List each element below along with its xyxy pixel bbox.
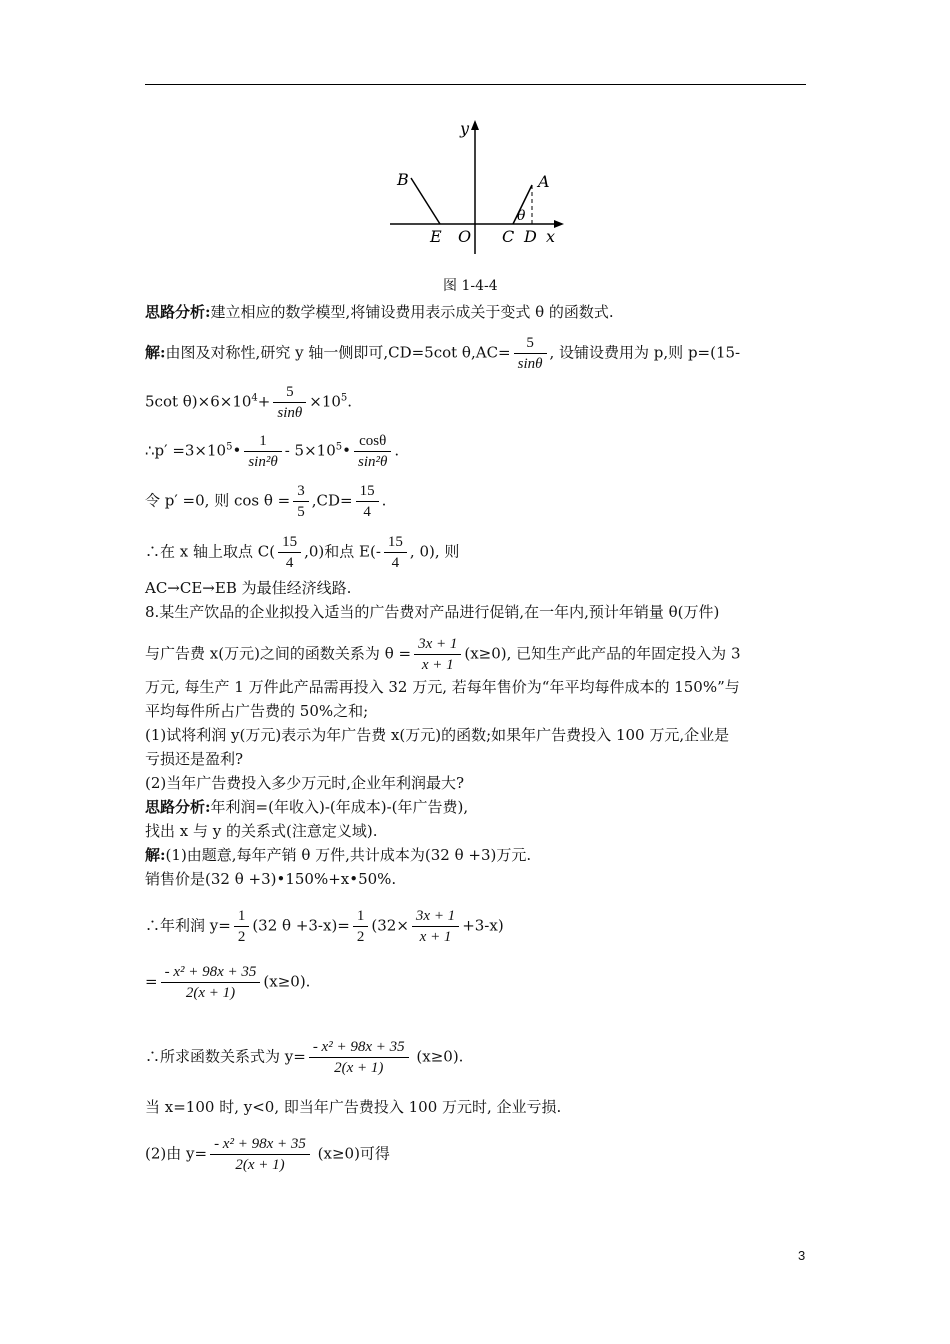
analysis-2-line-2: 找出 x 与 y 的关系式(注意定义域). — [145, 822, 378, 840]
solution-2-line-3: ∴年利润 y= $\frac{1}{2}$ (32 θ +3-x)= $\frac{1}{2}$ (32× $\frac{3x + 1}{x + 1}$ +3-x) — [145, 908, 504, 945]
problem-8-line-2: 与广告费 x(万元)之间的函数关系为 θ = $\frac{3x + 1}{x + 1}$ (x≥0), 已知生产此产品的年固定投入为 3 — [145, 636, 741, 673]
fig-label-E: E — [430, 227, 442, 246]
solution-2-line-1: 解:(1)由题意,每年产销 θ 万件,共计成本为(32 θ +3)万元. — [145, 846, 532, 864]
solution-1-line-1: 解:由图及对称性,研究 y 轴一侧即可,CD=5cot θ,AC= $\frac{5}{\sin\theta}$ , 设铺设费用为 p,则 p=(15- — [145, 335, 741, 372]
analysis-2: 思路分析:年利润=(年收入)-(年成本)-(年广告费), — [145, 798, 469, 816]
fig-label-D: D — [524, 227, 537, 246]
solution-1-line-3: ∴p′ $=3\times 10^5•$ $\frac{1}{\text{sin²θ}}$ - $5\times 10^5•$ $\frac{\cos\theta}{\text{sin²θ}}$ . — [145, 433, 400, 470]
fig-label-A: A — [538, 172, 550, 191]
fig-label-x: x — [546, 227, 556, 246]
problem-8-line-5: (1)试将利润 y(万元)表示为年广告费 x(万元)的函数;如果年广告费投入 100 万元,企业是 — [145, 726, 730, 744]
figure-1-4-4 — [380, 118, 570, 258]
problem-8-line-4: 平均每件所占广告费的 50%之和; — [145, 702, 369, 720]
figure-caption: 图 1-4-4 — [443, 278, 498, 294]
solution-1-line-2: 5cot $\theta)\times 6\times 10^4+$ $\frac{5}{\sin\theta}$ $\times 10^5$. — [145, 384, 353, 421]
fig-label-y: y — [460, 119, 470, 138]
page-number: 3 — [798, 1248, 806, 1263]
solution-1-line-4: 令 p′ =0, 则 cos θ = $\frac{3}{5}$ ,CD= $\frac{15}{4}$ . — [145, 483, 387, 520]
solution-1-line-5: ∴在 x 轴上取点 C( $\frac{15}{4}$ ,0)和点 E(- $\frac{15}{4}$ , 0), 则 — [145, 534, 460, 571]
problem-8-line-1: 8.某生产饮品的企业拟投入适当的广告费对产品进行促销,在一年内,预计年销量 θ(万件) — [145, 603, 720, 621]
fig-label-B: B — [397, 170, 409, 189]
solution-2-line-2: 销售价是(32 θ +3)•150%+x•50%. — [145, 870, 397, 888]
header-rule — [145, 84, 806, 85]
fig-label-O: O — [458, 227, 472, 246]
solution-2-line-6: 当 x=100 时, y<0, 即当年广告费投入 100 万元时, 企业亏损. — [145, 1098, 562, 1116]
solution-2-line-4: = $\frac{\text{- x² + 98x + 35}}{2(x + 1)}$ (x≥0). — [145, 964, 311, 1001]
solution-2-line-7: (2)由 y= $\frac{\text{- x² + 98x + 35}}{2(x + 1)}$ (x≥0)可得 — [145, 1136, 390, 1173]
problem-8-line-3: 万元, 每生产 1 万件此产品需再投入 32 万元, 若每年售价为“年平均每件成本的 150%”与 — [145, 678, 740, 696]
fig-label-theta: θ — [517, 208, 526, 224]
fig-label-C: C — [502, 227, 515, 246]
solution-2-line-5: ∴所求函数关系式为 y= $\frac{\text{- x² + 98x + 35}}{2(x + 1)}$ (x≥0). — [145, 1039, 464, 1076]
analysis-1: 思路分析:建立相应的数学模型,将铺设费用表示成关于变式 θ 的函数式. — [145, 303, 614, 321]
problem-8-line-7: (2)当年广告费投入多少万元时,企业年利润最大? — [145, 774, 465, 792]
solution-1-line-6: AC→CE→EB 为最佳经济线路. — [145, 579, 352, 597]
problem-8-line-6: 亏损还是盈利? — [145, 750, 244, 768]
